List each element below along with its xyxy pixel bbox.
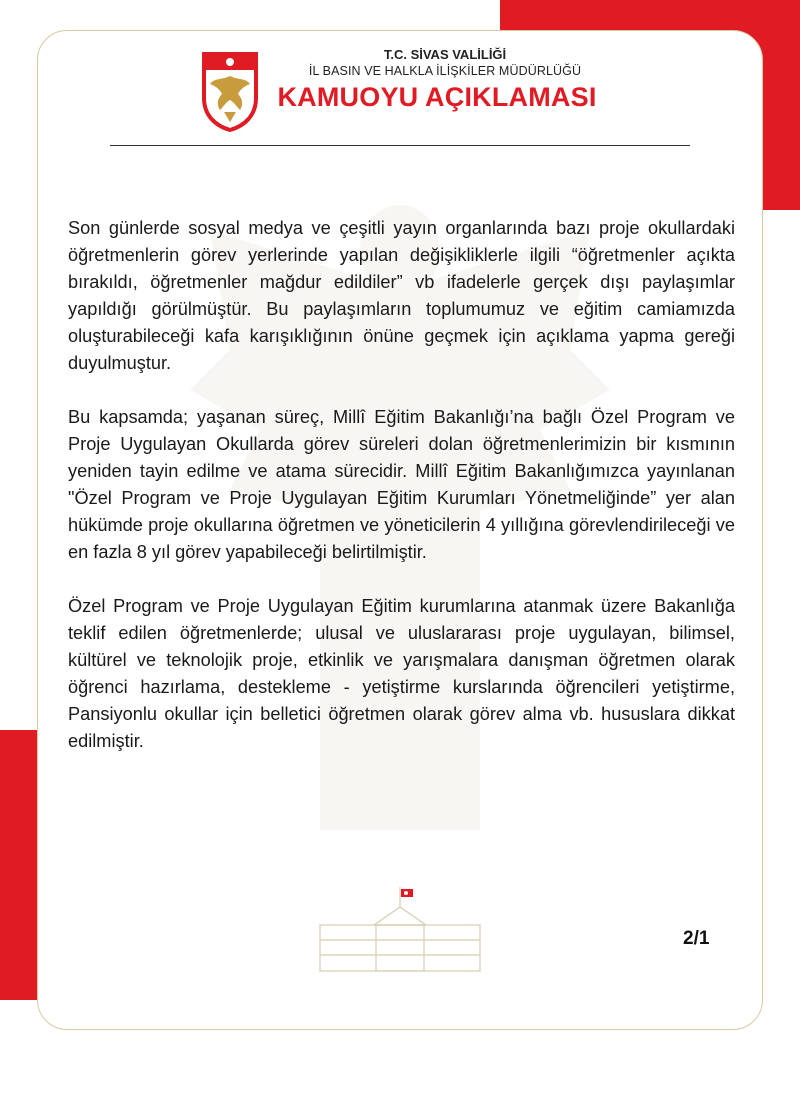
announcement-body <box>68 215 735 782</box>
header-divider <box>110 145 690 146</box>
document-header <box>200 47 620 140</box>
government-building-icon <box>312 885 488 973</box>
document-title: KAMUOYU AÇIKLAMASI <box>277 82 597 112</box>
paragraph-2: Bu kapsamda; yaşanan süreç, Millî Eğitim Bakanlığı’na bağlı Özel Program ve Proje Uygulayan Okullarda görev süreleri dolan öğretmenlerimizin bir kısmının yeniden tayin edilme ve atama sürecidir. Millî Eğitim Bakanlığımızca yayınlanan "Özel Program ve Proje Uygulayan Eğitim Kurumları Yönetmeliğinde” yer alan hükümde proje okullarına öğretmen ve yöneticilerin 4 yıllığına görevlendirileceği ve en fazla 8 yıl görev yapabileceği belirtilmiştir. <box>68 407 735 562</box>
paragraph-1: Son günlerde sosyal medya ve çeşitli yayın organlarında bazı proje okullardaki öğretmenlerin görev yerlerinde yapılan değişikliklerle ilgili “öğretmenler açıkta bırakıldı, öğretmenler mağdur edildiler” vb ifadelerle gerçek dışı paylaşımlar yapıldığı görülmüştür. Bu paylaşımların toplumumuz ve eğitim camiamızda oluşturabileceği kafa karışıklığının önüne geçmek için açıklama yapma gereği duyulmuştur. <box>68 218 735 373</box>
institution-name: T.C. SİVAS VALİLİĞİ <box>383 47 507 62</box>
department-name: İL BASIN VE HALKLA İLİŞKİLER MÜDÜRLÜĞÜ <box>308 64 582 78</box>
page-number: 2/1 <box>683 928 710 949</box>
sivas-valiligi-emblem-icon <box>200 50 260 132</box>
paragraph-3: Özel Program ve Proje Uygulayan Eğitim kurumlarına atanmak üzere Bakanlığa teklif edilen öğretmenlerde; ulusal ve uluslararası proje uygulayan, bilimsel, kültürel ve teknolojik proje, etkinlik ve yarışmalara danışman öğretmen olarak öğrenci hazırlama, destekleme - yetiştirme kurslarında öğrencileri yetiştirme, Pansiyonlu okullar için belletici öğretmen olarak görev alma vb. hususlara dikkat edilmiştir. <box>68 596 735 751</box>
